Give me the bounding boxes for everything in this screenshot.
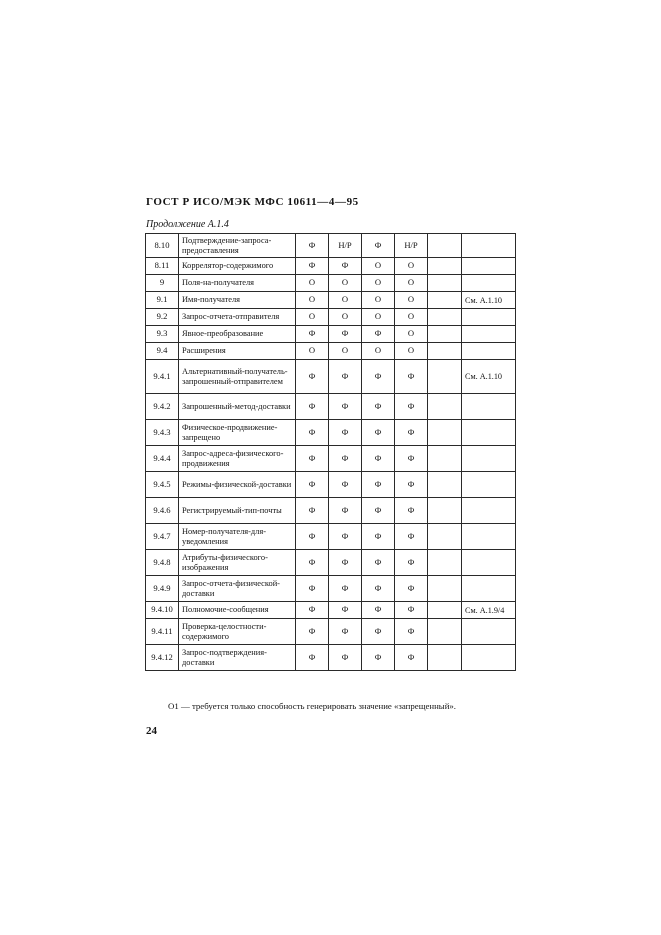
status-cell: Ф (296, 576, 329, 602)
table-row (146, 420, 516, 446)
table-row (146, 472, 516, 498)
status-cell: О (296, 275, 329, 292)
status-cell: Ф (362, 524, 395, 550)
status-cell: Ф (362, 645, 395, 671)
status-cell: Ф (329, 360, 362, 394)
empty-cell (428, 234, 462, 258)
empty-cell (428, 420, 462, 446)
item-number: 9.4.5 (146, 472, 179, 498)
status-cell: О (395, 309, 428, 326)
reference-note (462, 326, 516, 343)
element-name: Запрос-отчета-физической-доставки (179, 576, 296, 602)
status-cell: Ф (395, 619, 428, 645)
status-cell: Ф (329, 258, 362, 275)
status-cell: Ф (362, 602, 395, 619)
status-cell: Ф (296, 472, 329, 498)
status-cell: Ф (362, 360, 395, 394)
item-number: 9.4.1 (146, 360, 179, 394)
status-cell: Ф (395, 576, 428, 602)
table-row (146, 258, 516, 275)
status-cell: Ф (395, 420, 428, 446)
element-name: Подтверждение-запроса-предоставления (179, 234, 296, 258)
status-cell: О (329, 275, 362, 292)
status-cell: Ф (296, 258, 329, 275)
status-cell: Ф (296, 602, 329, 619)
item-number: 9.4.8 (146, 550, 179, 576)
element-name: Поля-на-получателя (179, 275, 296, 292)
footnote: О1 — требуется только способность генерировать значение «запрещенный». (168, 701, 457, 711)
empty-cell (428, 258, 462, 275)
element-name: Расширения (179, 343, 296, 360)
status-cell: Ф (329, 576, 362, 602)
reference-note (462, 524, 516, 550)
item-number: 8.11 (146, 258, 179, 275)
table-row (146, 550, 516, 576)
status-cell: Ф (362, 326, 395, 343)
reference-note (462, 309, 516, 326)
reference-note (462, 550, 516, 576)
reference-note (462, 619, 516, 645)
status-cell: Ф (395, 446, 428, 472)
item-number: 9.4.2 (146, 394, 179, 420)
status-cell: О (329, 309, 362, 326)
item-number: 9.4.11 (146, 619, 179, 645)
element-name: Регистрируемый-тип-почты (179, 498, 296, 524)
element-name: Запрос-отчета-отправителя (179, 309, 296, 326)
status-cell: О (362, 343, 395, 360)
reference-note (462, 420, 516, 446)
item-number: 9.4.7 (146, 524, 179, 550)
status-cell: Ф (395, 498, 428, 524)
reference-note (462, 234, 516, 258)
empty-cell (428, 394, 462, 420)
empty-cell (428, 619, 462, 645)
status-cell: Ф (395, 472, 428, 498)
status-cell: Ф (329, 326, 362, 343)
status-cell: Ф (296, 394, 329, 420)
item-number: 9.4.3 (146, 420, 179, 446)
empty-cell (428, 446, 462, 472)
element-name: Полномочие-сообщения (179, 602, 296, 619)
item-number: 9.4.6 (146, 498, 179, 524)
status-cell: О (395, 326, 428, 343)
element-name: Атрибуты-физического-изображения (179, 550, 296, 576)
status-cell: О (329, 343, 362, 360)
table-row (146, 645, 516, 671)
element-name: Запрошенный-метод-доставки (179, 394, 296, 420)
status-cell: Ф (362, 498, 395, 524)
status-cell: Н/Р (395, 234, 428, 258)
empty-cell (428, 576, 462, 602)
status-cell: Ф (329, 619, 362, 645)
status-cell: Ф (395, 524, 428, 550)
status-cell: Ф (296, 420, 329, 446)
status-cell: Ф (329, 602, 362, 619)
reference-note (462, 258, 516, 275)
table-row (146, 602, 516, 619)
status-cell: Н/Р (329, 234, 362, 258)
item-number: 9.3 (146, 326, 179, 343)
status-cell: О (395, 343, 428, 360)
empty-cell (428, 326, 462, 343)
status-cell: Ф (329, 550, 362, 576)
empty-cell (428, 550, 462, 576)
item-number: 9.4.10 (146, 602, 179, 619)
status-cell: О (395, 292, 428, 309)
status-cell: Ф (296, 360, 329, 394)
element-name: Запрос-подтверждения-доставки (179, 645, 296, 671)
element-name: Проверка-целостности-содержимого (179, 619, 296, 645)
status-cell: Ф (329, 394, 362, 420)
empty-cell (428, 343, 462, 360)
status-cell: Ф (296, 619, 329, 645)
element-name: Имя-получателя (179, 292, 296, 309)
item-number: 9.2 (146, 309, 179, 326)
table-row (146, 309, 516, 326)
status-cell: Ф (362, 619, 395, 645)
table-body (146, 234, 516, 671)
status-cell: Ф (296, 524, 329, 550)
status-cell: Ф (296, 326, 329, 343)
status-cell: О (362, 292, 395, 309)
status-cell: Ф (362, 446, 395, 472)
status-cell: Ф (395, 360, 428, 394)
item-number: 9.4.12 (146, 645, 179, 671)
reference-note: См. А.1.10 (462, 360, 516, 394)
table-row (146, 524, 516, 550)
status-cell: О (329, 292, 362, 309)
status-cell: Ф (329, 645, 362, 671)
status-cell: О (362, 309, 395, 326)
status-cell: Ф (329, 498, 362, 524)
status-cell: Ф (296, 498, 329, 524)
item-number: 9.4 (146, 343, 179, 360)
empty-cell (428, 275, 462, 292)
item-number: 9.4.9 (146, 576, 179, 602)
item-number: 9 (146, 275, 179, 292)
table-row (146, 343, 516, 360)
reference-note (462, 498, 516, 524)
empty-cell (428, 360, 462, 394)
element-name: Явное-преобразование (179, 326, 296, 343)
element-name: Физическое-продвижение-запрещено (179, 420, 296, 446)
reference-note (462, 645, 516, 671)
reference-note: См. А.1.9/4 (462, 602, 516, 619)
status-cell: Ф (362, 394, 395, 420)
table-row (146, 498, 516, 524)
table-row (146, 326, 516, 343)
reference-note (462, 576, 516, 602)
status-cell: О (362, 258, 395, 275)
status-cell: Ф (329, 472, 362, 498)
item-number: 8.10 (146, 234, 179, 258)
status-cell: О (296, 343, 329, 360)
status-cell: Ф (362, 472, 395, 498)
reference-note (462, 472, 516, 498)
reference-note: См. А.1.10 (462, 292, 516, 309)
status-cell: Ф (362, 576, 395, 602)
empty-cell (428, 309, 462, 326)
reference-note (462, 446, 516, 472)
continuation-label: Продолжение А.1.4 (146, 219, 229, 230)
spec-table (145, 233, 516, 671)
table-row (146, 275, 516, 292)
table-row (146, 576, 516, 602)
document-header: ГОСТ Р ИСО/МЭК МФС 10611—4—95 (146, 196, 359, 208)
status-cell: Ф (395, 645, 428, 671)
status-cell: Ф (362, 234, 395, 258)
status-cell: Ф (329, 420, 362, 446)
status-cell: О (296, 292, 329, 309)
status-cell: О (395, 258, 428, 275)
empty-cell (428, 602, 462, 619)
empty-cell (428, 472, 462, 498)
table-row (146, 360, 516, 394)
reference-note (462, 275, 516, 292)
item-number: 9.1 (146, 292, 179, 309)
status-cell: Ф (329, 524, 362, 550)
status-cell: Ф (362, 420, 395, 446)
item-number: 9.4.4 (146, 446, 179, 472)
empty-cell (428, 498, 462, 524)
table-row (146, 292, 516, 309)
element-name: Альтернативный-получатель-запрошенный-отправителем (179, 360, 296, 394)
status-cell: Ф (296, 550, 329, 576)
element-name: Номер-получателя-для-уведомления (179, 524, 296, 550)
empty-cell (428, 292, 462, 309)
status-cell: Ф (329, 446, 362, 472)
table-row (146, 394, 516, 420)
element-name: Коррелятор-содержимого (179, 258, 296, 275)
table-row (146, 619, 516, 645)
status-cell: Ф (395, 394, 428, 420)
status-cell: Ф (395, 550, 428, 576)
empty-cell (428, 524, 462, 550)
status-cell: Ф (395, 602, 428, 619)
status-cell: О (395, 275, 428, 292)
element-name: Запрос-адреса-физического-продвижения (179, 446, 296, 472)
status-cell: Ф (362, 550, 395, 576)
status-cell: Ф (296, 234, 329, 258)
status-cell: О (296, 309, 329, 326)
reference-note (462, 394, 516, 420)
empty-cell (428, 645, 462, 671)
table-row (146, 446, 516, 472)
page-number: 24 (146, 725, 157, 737)
reference-note (462, 343, 516, 360)
table-row (146, 234, 516, 258)
status-cell: О (362, 275, 395, 292)
element-name: Режимы-физической-доставки (179, 472, 296, 498)
status-cell: Ф (296, 645, 329, 671)
status-cell: Ф (296, 446, 329, 472)
